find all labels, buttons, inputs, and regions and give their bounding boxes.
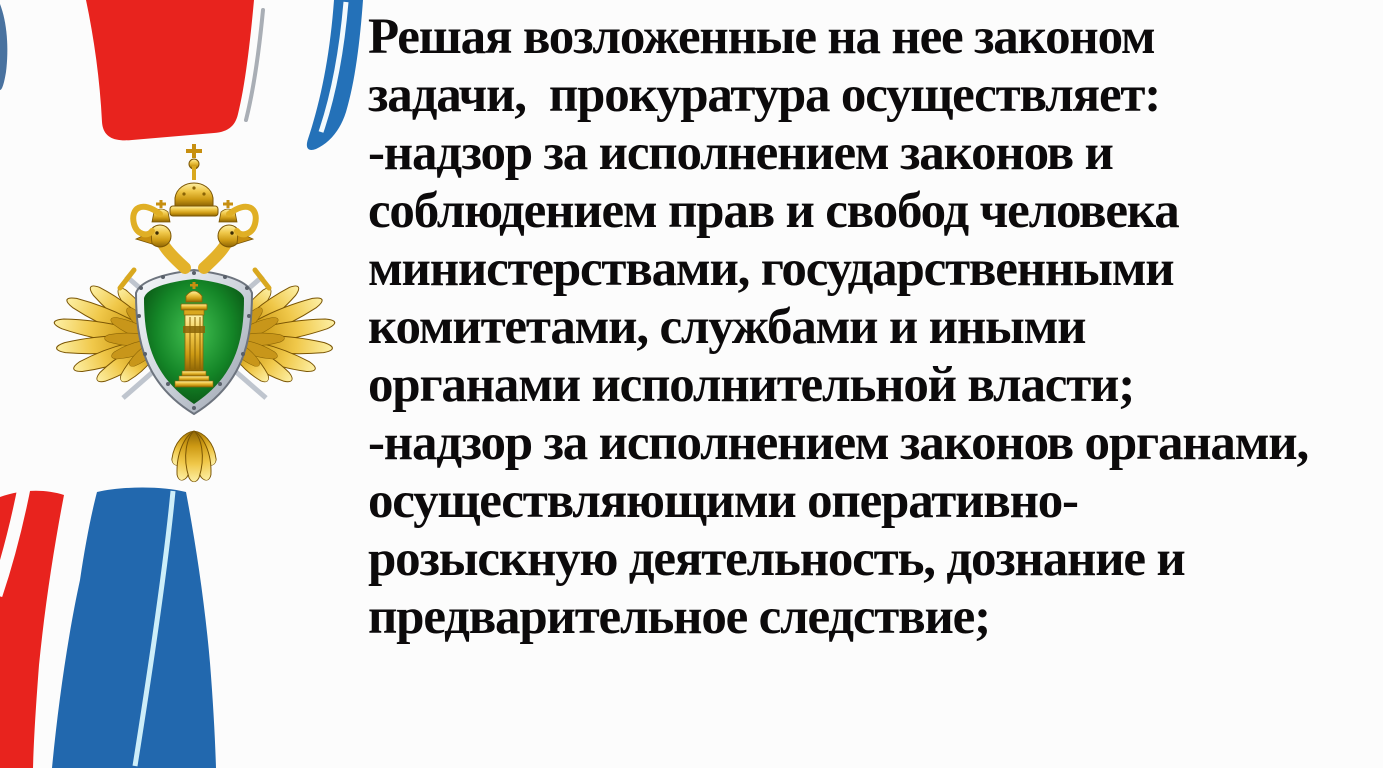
ribbon-bottom-left <box>0 483 250 768</box>
body-text-line: осуществляющими оперативно- <box>368 473 1078 529</box>
body-text-line: -надзор за исполнением законов органами, <box>368 415 1309 471</box>
body-text-line: Решая возложенные на нее законом <box>368 9 1155 65</box>
body-text-line: задачи, прокуратура осуществляет: <box>368 67 1161 123</box>
body-text-line: комитетами, службами и иными <box>368 299 1086 355</box>
eagle-tail <box>167 427 220 482</box>
body-text-line: -надзор за исполнением законов и <box>368 125 1113 181</box>
blue-edge-sliver <box>0 4 7 90</box>
body-text-line: розыскную деятельность, дознание и <box>368 531 1185 587</box>
body-text-line: министерствами, государственными <box>368 241 1174 297</box>
body-text-line: соблюдением прав и свобод человека <box>368 183 1179 239</box>
blue-stripe <box>52 488 216 768</box>
red-stripe <box>86 0 254 140</box>
prosecutor-emblem-icon <box>42 136 347 486</box>
body-text <box>368 8 1382 646</box>
body-text-line: органами исполнительной власти; <box>368 357 1135 413</box>
body-text-line: предварительное следствие; <box>368 589 990 645</box>
central-crown <box>170 144 218 216</box>
